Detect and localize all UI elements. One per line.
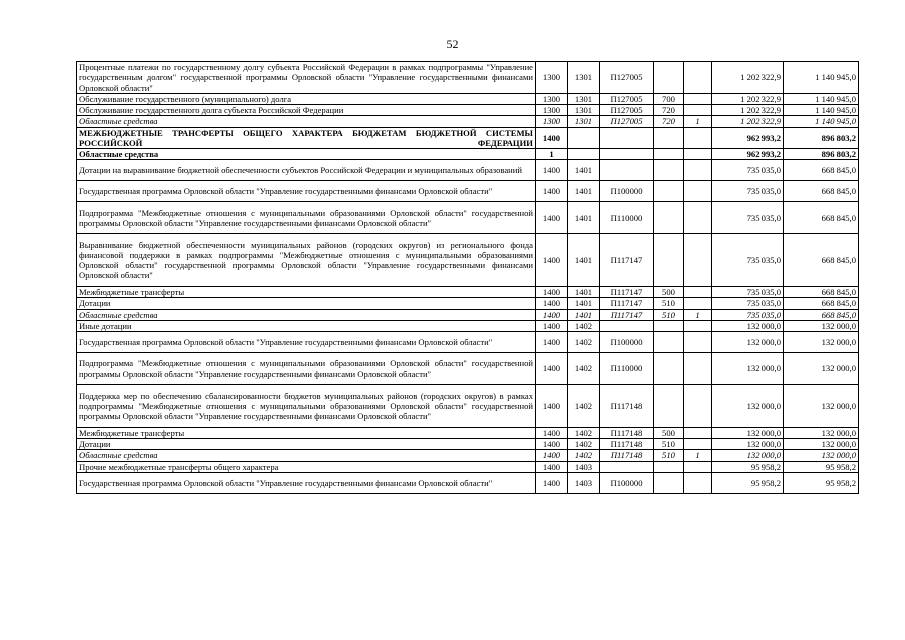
row-target-article-code: [600, 320, 654, 331]
row-description: Процентные платежи по государственному долгу субъекта Российской Федерации в рамках подпрограммы "Управление государственным долгом" государственной программы Орловской области "Управление государственными финансами Орловской области": [77, 62, 536, 94]
row-amount-year-2: 132 000,0: [784, 439, 859, 450]
row-description: МЕЖБЮДЖЕТНЫЕ ТРАНСФЕРТЫ ОБЩЕГО ХАРАКТЕРА БЮДЖЕТАМ БЮДЖЕТНОЙ СИСТЕМЫ РОССИЙСКОЙ ФЕДЕРАЦИИ: [77, 127, 536, 148]
row-target-article-code: П117148: [600, 385, 654, 428]
row-subsection-code: 1401: [568, 234, 600, 287]
row-target-article-code: П117147: [600, 309, 654, 320]
row-amount-year-1: 735 035,0: [712, 234, 784, 287]
row-subsection-code: [568, 127, 600, 148]
row-source-group: [684, 298, 712, 309]
row-section-code: 1300: [536, 116, 568, 127]
row-expense-type-code: [654, 62, 684, 94]
row-section-code: 1400: [536, 127, 568, 148]
row-amount-year-2: 95 958,2: [784, 461, 859, 472]
table-row: [77, 332, 859, 353]
row-amount-year-1: 132 000,0: [712, 320, 784, 331]
row-source-group: [684, 320, 712, 331]
table-row: [77, 181, 859, 202]
row-description: Межбюджетные трансферты: [77, 428, 536, 439]
row-amount-year-2: 1 140 945,0: [784, 105, 859, 116]
row-source-group: 1: [684, 450, 712, 461]
row-source-group: [684, 428, 712, 439]
row-source-group: [684, 332, 712, 353]
row-expense-type-code: 510: [654, 298, 684, 309]
row-description: Обслуживание государственного долга субъекта Российской Федерации: [77, 105, 536, 116]
table-body: [77, 62, 859, 494]
row-amount-year-1: 735 035,0: [712, 181, 784, 202]
row-amount-year-2: 132 000,0: [784, 385, 859, 428]
row-subsection-code: 1301: [568, 116, 600, 127]
row-section-code: 1: [536, 149, 568, 160]
row-expense-type-code: 700: [654, 94, 684, 105]
row-target-article-code: П100000: [600, 472, 654, 493]
table-row: [77, 450, 859, 461]
table-row: [77, 461, 859, 472]
row-subsection-code: 1301: [568, 62, 600, 94]
row-section-code: 1400: [536, 287, 568, 298]
row-amount-year-1: 962 993,2: [712, 149, 784, 160]
row-section-code: 1400: [536, 461, 568, 472]
table-row: [77, 298, 859, 309]
row-expense-type-code: [654, 127, 684, 148]
row-amount-year-2: 668 845,0: [784, 298, 859, 309]
row-description: Государственная программа Орловской области "Управление государственными финансами Орловской области": [77, 181, 536, 202]
row-target-article-code: П127005: [600, 62, 654, 94]
table-row: [77, 116, 859, 127]
row-section-code: 1400: [536, 202, 568, 234]
row-amount-year-2: 132 000,0: [784, 450, 859, 461]
row-subsection-code: 1402: [568, 353, 600, 385]
row-source-group: 1: [684, 116, 712, 127]
row-description: Иные дотации: [77, 320, 536, 331]
row-source-group: [684, 105, 712, 116]
row-target-article-code: [600, 461, 654, 472]
table-row: [77, 353, 859, 385]
row-description: Подпрограмма "Межбюджетные отношения с муниципальными образованиями Орловской области" государственной программы Орловской области "Управление государственными финансами Орловской области": [77, 353, 536, 385]
row-description: Областные средства: [77, 116, 536, 127]
page-number: 52: [446, 37, 459, 51]
row-subsection-code: 1402: [568, 332, 600, 353]
row-source-group: [684, 181, 712, 202]
row-target-article-code: П110000: [600, 353, 654, 385]
row-amount-year-2: 95 958,2: [784, 472, 859, 493]
row-description: Выравнивание бюджетной обеспеченности муниципальных районов (городских округов) из регионального фонда финансовой поддержки в рамках подпрограммы "Межбюджетные отношения с муниципальными образованиями Орловской области" государственной программы Орловской области "Управление государственными финансами Орловской области": [77, 234, 536, 287]
row-subsection-code: 1402: [568, 450, 600, 461]
row-section-code: 1400: [536, 332, 568, 353]
row-expense-type-code: 500: [654, 428, 684, 439]
row-section-code: 1400: [536, 181, 568, 202]
row-source-group: 1: [684, 309, 712, 320]
row-target-article-code: [600, 160, 654, 181]
row-target-article-code: П117148: [600, 428, 654, 439]
row-description: Дотации: [77, 439, 536, 450]
row-amount-year-1: 735 035,0: [712, 287, 784, 298]
row-subsection-code: 1402: [568, 385, 600, 428]
row-subsection-code: 1401: [568, 181, 600, 202]
row-section-code: 1400: [536, 320, 568, 331]
row-section-code: 1400: [536, 298, 568, 309]
row-source-group: [684, 62, 712, 94]
row-expense-type-code: [654, 353, 684, 385]
row-amount-year-1: 735 035,0: [712, 202, 784, 234]
row-expense-type-code: [654, 160, 684, 181]
row-target-article-code: [600, 149, 654, 160]
row-target-article-code: П117148: [600, 450, 654, 461]
row-subsection-code: 1401: [568, 298, 600, 309]
row-expense-type-code: [654, 332, 684, 353]
row-amount-year-2: 668 845,0: [784, 181, 859, 202]
row-subsection-code: 1401: [568, 202, 600, 234]
row-expense-type-code: [654, 320, 684, 331]
row-expense-type-code: [654, 181, 684, 202]
row-amount-year-1: 1 202 322,9: [712, 62, 784, 94]
row-expense-type-code: [654, 202, 684, 234]
table-row: [77, 287, 859, 298]
row-expense-type-code: [654, 149, 684, 160]
row-amount-year-2: 1 140 945,0: [784, 94, 859, 105]
table-row: [77, 202, 859, 234]
table-row: [77, 149, 859, 160]
row-description: Областные средства: [77, 450, 536, 461]
row-expense-type-code: 720: [654, 105, 684, 116]
row-source-group: [684, 385, 712, 428]
row-description: Областные средства: [77, 149, 536, 160]
row-source-group: [684, 461, 712, 472]
row-section-code: 1400: [536, 353, 568, 385]
row-section-code: 1400: [536, 309, 568, 320]
row-subsection-code: 1402: [568, 428, 600, 439]
row-description: Межбюджетные трансферты: [77, 287, 536, 298]
row-amount-year-2: 132 000,0: [784, 332, 859, 353]
table-row: [77, 127, 859, 148]
row-description: Прочие межбюджетные трансферты общего характера: [77, 461, 536, 472]
row-section-code: 1400: [536, 385, 568, 428]
row-expense-type-code: 510: [654, 450, 684, 461]
table-row: [77, 105, 859, 116]
row-target-article-code: [600, 127, 654, 148]
row-expense-type-code: 500: [654, 287, 684, 298]
row-source-group: [684, 94, 712, 105]
table-row: [77, 160, 859, 181]
row-description: Дотации: [77, 298, 536, 309]
row-amount-year-2: 668 845,0: [784, 160, 859, 181]
row-source-group: [684, 234, 712, 287]
row-amount-year-1: 735 035,0: [712, 309, 784, 320]
table-row: [77, 320, 859, 331]
row-subsection-code: [568, 149, 600, 160]
row-amount-year-1: 132 000,0: [712, 428, 784, 439]
row-description: Государственная программа Орловской области "Управление государственными финансами Орловской области": [77, 472, 536, 493]
row-subsection-code: 1402: [568, 320, 600, 331]
row-amount-year-2: 668 845,0: [784, 234, 859, 287]
row-source-group: [684, 202, 712, 234]
row-section-code: 1400: [536, 439, 568, 450]
row-subsection-code: 1403: [568, 461, 600, 472]
row-description: Подпрограмма "Межбюджетные отношения с муниципальными образованиями Орловской области" государственной программы Орловской области "Управление государственными финансами Орловской области": [77, 202, 536, 234]
row-description: Дотации на выравнивание бюджетной обеспеченности субъектов Российской Федерации и муниципальных образований: [77, 160, 536, 181]
row-subsection-code: 1403: [568, 472, 600, 493]
row-subsection-code: 1401: [568, 287, 600, 298]
row-target-article-code: П117147: [600, 234, 654, 287]
row-amount-year-2: 1 140 945,0: [784, 62, 859, 94]
row-subsection-code: 1401: [568, 160, 600, 181]
row-source-group: [684, 127, 712, 148]
row-amount-year-1: 1 202 322,9: [712, 116, 784, 127]
row-expense-type-code: [654, 472, 684, 493]
row-target-article-code: П100000: [600, 332, 654, 353]
row-amount-year-2: 132 000,0: [784, 428, 859, 439]
row-target-article-code: П127005: [600, 94, 654, 105]
row-expense-type-code: 510: [654, 439, 684, 450]
row-description: Поддержка мер по обеспечению сбалансированности бюджетов муниципальных районов (городских округов) в рамках подпрограммы "Межбюджетные отношения с муниципальными образованиями Орловской области" государственной программы Орловской области "Управление государственными финансами Орловской области": [77, 385, 536, 428]
row-source-group: [684, 149, 712, 160]
row-amount-year-2: 668 845,0: [784, 287, 859, 298]
row-section-code: 1400: [536, 450, 568, 461]
row-source-group: [684, 439, 712, 450]
row-section-code: 1300: [536, 62, 568, 94]
table-row: [77, 472, 859, 493]
row-amount-year-1: 95 958,2: [712, 472, 784, 493]
row-amount-year-1: 132 000,0: [712, 332, 784, 353]
row-target-article-code: П110000: [600, 202, 654, 234]
table-row: [77, 309, 859, 320]
row-description: Обслуживание государственного (муниципального) долга: [77, 94, 536, 105]
row-section-code: 1300: [536, 105, 568, 116]
row-amount-year-1: 1 202 322,9: [712, 105, 784, 116]
row-expense-type-code: [654, 385, 684, 428]
table-row: [77, 385, 859, 428]
row-expense-type-code: [654, 461, 684, 472]
table-row: [77, 428, 859, 439]
row-amount-year-2: 896 803,2: [784, 127, 859, 148]
row-amount-year-2: 668 845,0: [784, 309, 859, 320]
row-section-code: 1400: [536, 472, 568, 493]
row-target-article-code: П100000: [600, 181, 654, 202]
row-target-article-code: П117147: [600, 298, 654, 309]
table-row: [77, 62, 859, 94]
row-amount-year-2: 132 000,0: [784, 320, 859, 331]
table-row: [77, 234, 859, 287]
table-row: [77, 439, 859, 450]
row-source-group: [684, 472, 712, 493]
row-source-group: [684, 160, 712, 181]
row-amount-year-1: 95 958,2: [712, 461, 784, 472]
row-amount-year-1: 132 000,0: [712, 353, 784, 385]
row-amount-year-1: 132 000,0: [712, 450, 784, 461]
row-section-code: 1400: [536, 160, 568, 181]
row-expense-type-code: 720: [654, 116, 684, 127]
row-description: Областные средства: [77, 309, 536, 320]
row-amount-year-1: 132 000,0: [712, 439, 784, 450]
row-source-group: [684, 353, 712, 385]
row-subsection-code: 1301: [568, 94, 600, 105]
row-amount-year-1: 962 993,2: [712, 127, 784, 148]
row-amount-year-2: 1 140 945,0: [784, 116, 859, 127]
row-amount-year-1: 735 035,0: [712, 298, 784, 309]
row-subsection-code: 1402: [568, 439, 600, 450]
row-target-article-code: П127005: [600, 105, 654, 116]
table-row: [77, 94, 859, 105]
row-expense-type-code: 510: [654, 309, 684, 320]
row-subsection-code: 1401: [568, 309, 600, 320]
row-amount-year-1: 132 000,0: [712, 385, 784, 428]
row-section-code: 1400: [536, 234, 568, 287]
row-amount-year-2: 896 803,2: [784, 149, 859, 160]
row-subsection-code: 1301: [568, 105, 600, 116]
row-target-article-code: П127005: [600, 116, 654, 127]
row-amount-year-1: 735 035,0: [712, 160, 784, 181]
row-target-article-code: П117147: [600, 287, 654, 298]
row-target-article-code: П117148: [600, 439, 654, 450]
row-description: Государственная программа Орловской области "Управление государственными финансами Орловской области": [77, 332, 536, 353]
row-section-code: 1300: [536, 94, 568, 105]
row-source-group: [684, 287, 712, 298]
row-amount-year-2: 132 000,0: [784, 353, 859, 385]
row-amount-year-1: 1 202 322,9: [712, 94, 784, 105]
row-section-code: 1400: [536, 428, 568, 439]
row-amount-year-2: 668 845,0: [784, 202, 859, 234]
row-expense-type-code: [654, 234, 684, 287]
budget-table: [76, 61, 859, 494]
